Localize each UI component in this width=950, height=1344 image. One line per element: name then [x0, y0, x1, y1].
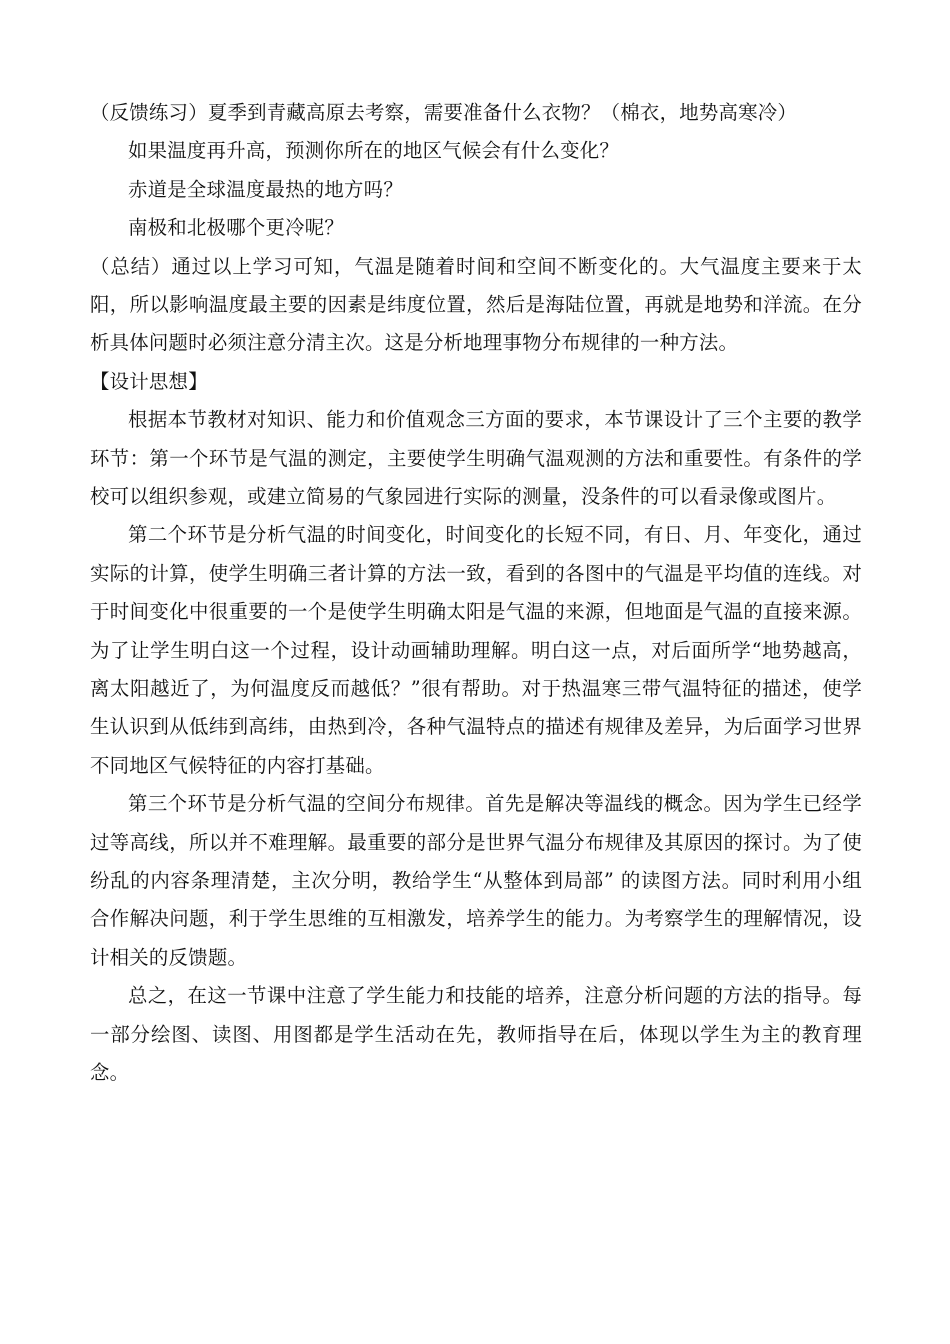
document-page	[90, 94, 862, 1092]
body-paragraph: 总之，在这一节课中注意了学生能力和技能的培养，注意分析问题的方法的指导。每一部分绘图、读图、用图都是学生活动在先，教师指导在后，体现以学生为主的教育理念。	[90, 984, 862, 1085]
feedback-question: 赤道是全球温度最热的地方吗？	[128, 177, 403, 201]
summary-paragraph: （总结）通过以上学习可知，气温是随着时间和空间不断变化的。大气温度主要来于太阳，所以影响温度最主要的因素是纬度位置，然后是海陆位置，再就是地势和洋流。在分析具体问题时必须注意分清主次。这是分析地理事物分布规律的一种方法。	[90, 254, 862, 355]
body-paragraph: 第三个环节是分析气温的空间分布规律。首先是解决等温线的概念。因为学生已经学过等高线，所以并不难理解。最重要的部分是世界气温分布规律及其原因的探讨。为了使纷乱的内容条理清楚，主次分明，教给学生“从整体到局部” 的读图方法。同时利用小组合作解决问题，利于学生思维的互相激发，培养学生的能力。为考察学生的理解情况，设计相关的反馈题。	[90, 792, 862, 969]
feedback-question: 如果温度再升高，预测你所在的地区气候会有什么变化？	[128, 139, 620, 163]
feedback-question: 南极和北极哪个更冷呢？	[128, 216, 345, 240]
feedback-question: （反馈练习）夏季到青藏高原去考察，需要准备什么衣物？（棉衣，地势高寒冷）	[90, 101, 798, 124]
body-paragraph: 根据本节教材对知识、能力和价值观念三方面的要求，本节课设计了三个主要的教学环节：第一个环节是气温的测定，主要使学生明确气温观测的方法和重要性。有条件的学校可以组织参观，或建立简易的气象园进行实际的测量，没条件的可以看录像或图片。	[90, 408, 862, 508]
section-heading: 【设计思想】	[90, 369, 208, 393]
body-paragraph: 第二个环节是分析气温的时间变化，时间变化的长短不同，有日、月、年变化，通过实际的计算，使学生明确三者计算的方法一致，看到的各图中的气温是平均值的连线。对于时间变化中很重要的一个是使学生明确太阳是气温的来源，但地面是气温的直接来源。为了让学生明白这一个过程，设计动画辅助理解。明白这一点，对后面所学“地势越高，离太阳越近了，为何温度反而越低？”很有帮助。对于热温寒三带气温特征的描述，使学生认识到从低纬到高纬，由热到冷，各种气温特点的描述有规律及差异，为后面学习世界不同地区气候特征的内容打基础。	[90, 523, 862, 777]
